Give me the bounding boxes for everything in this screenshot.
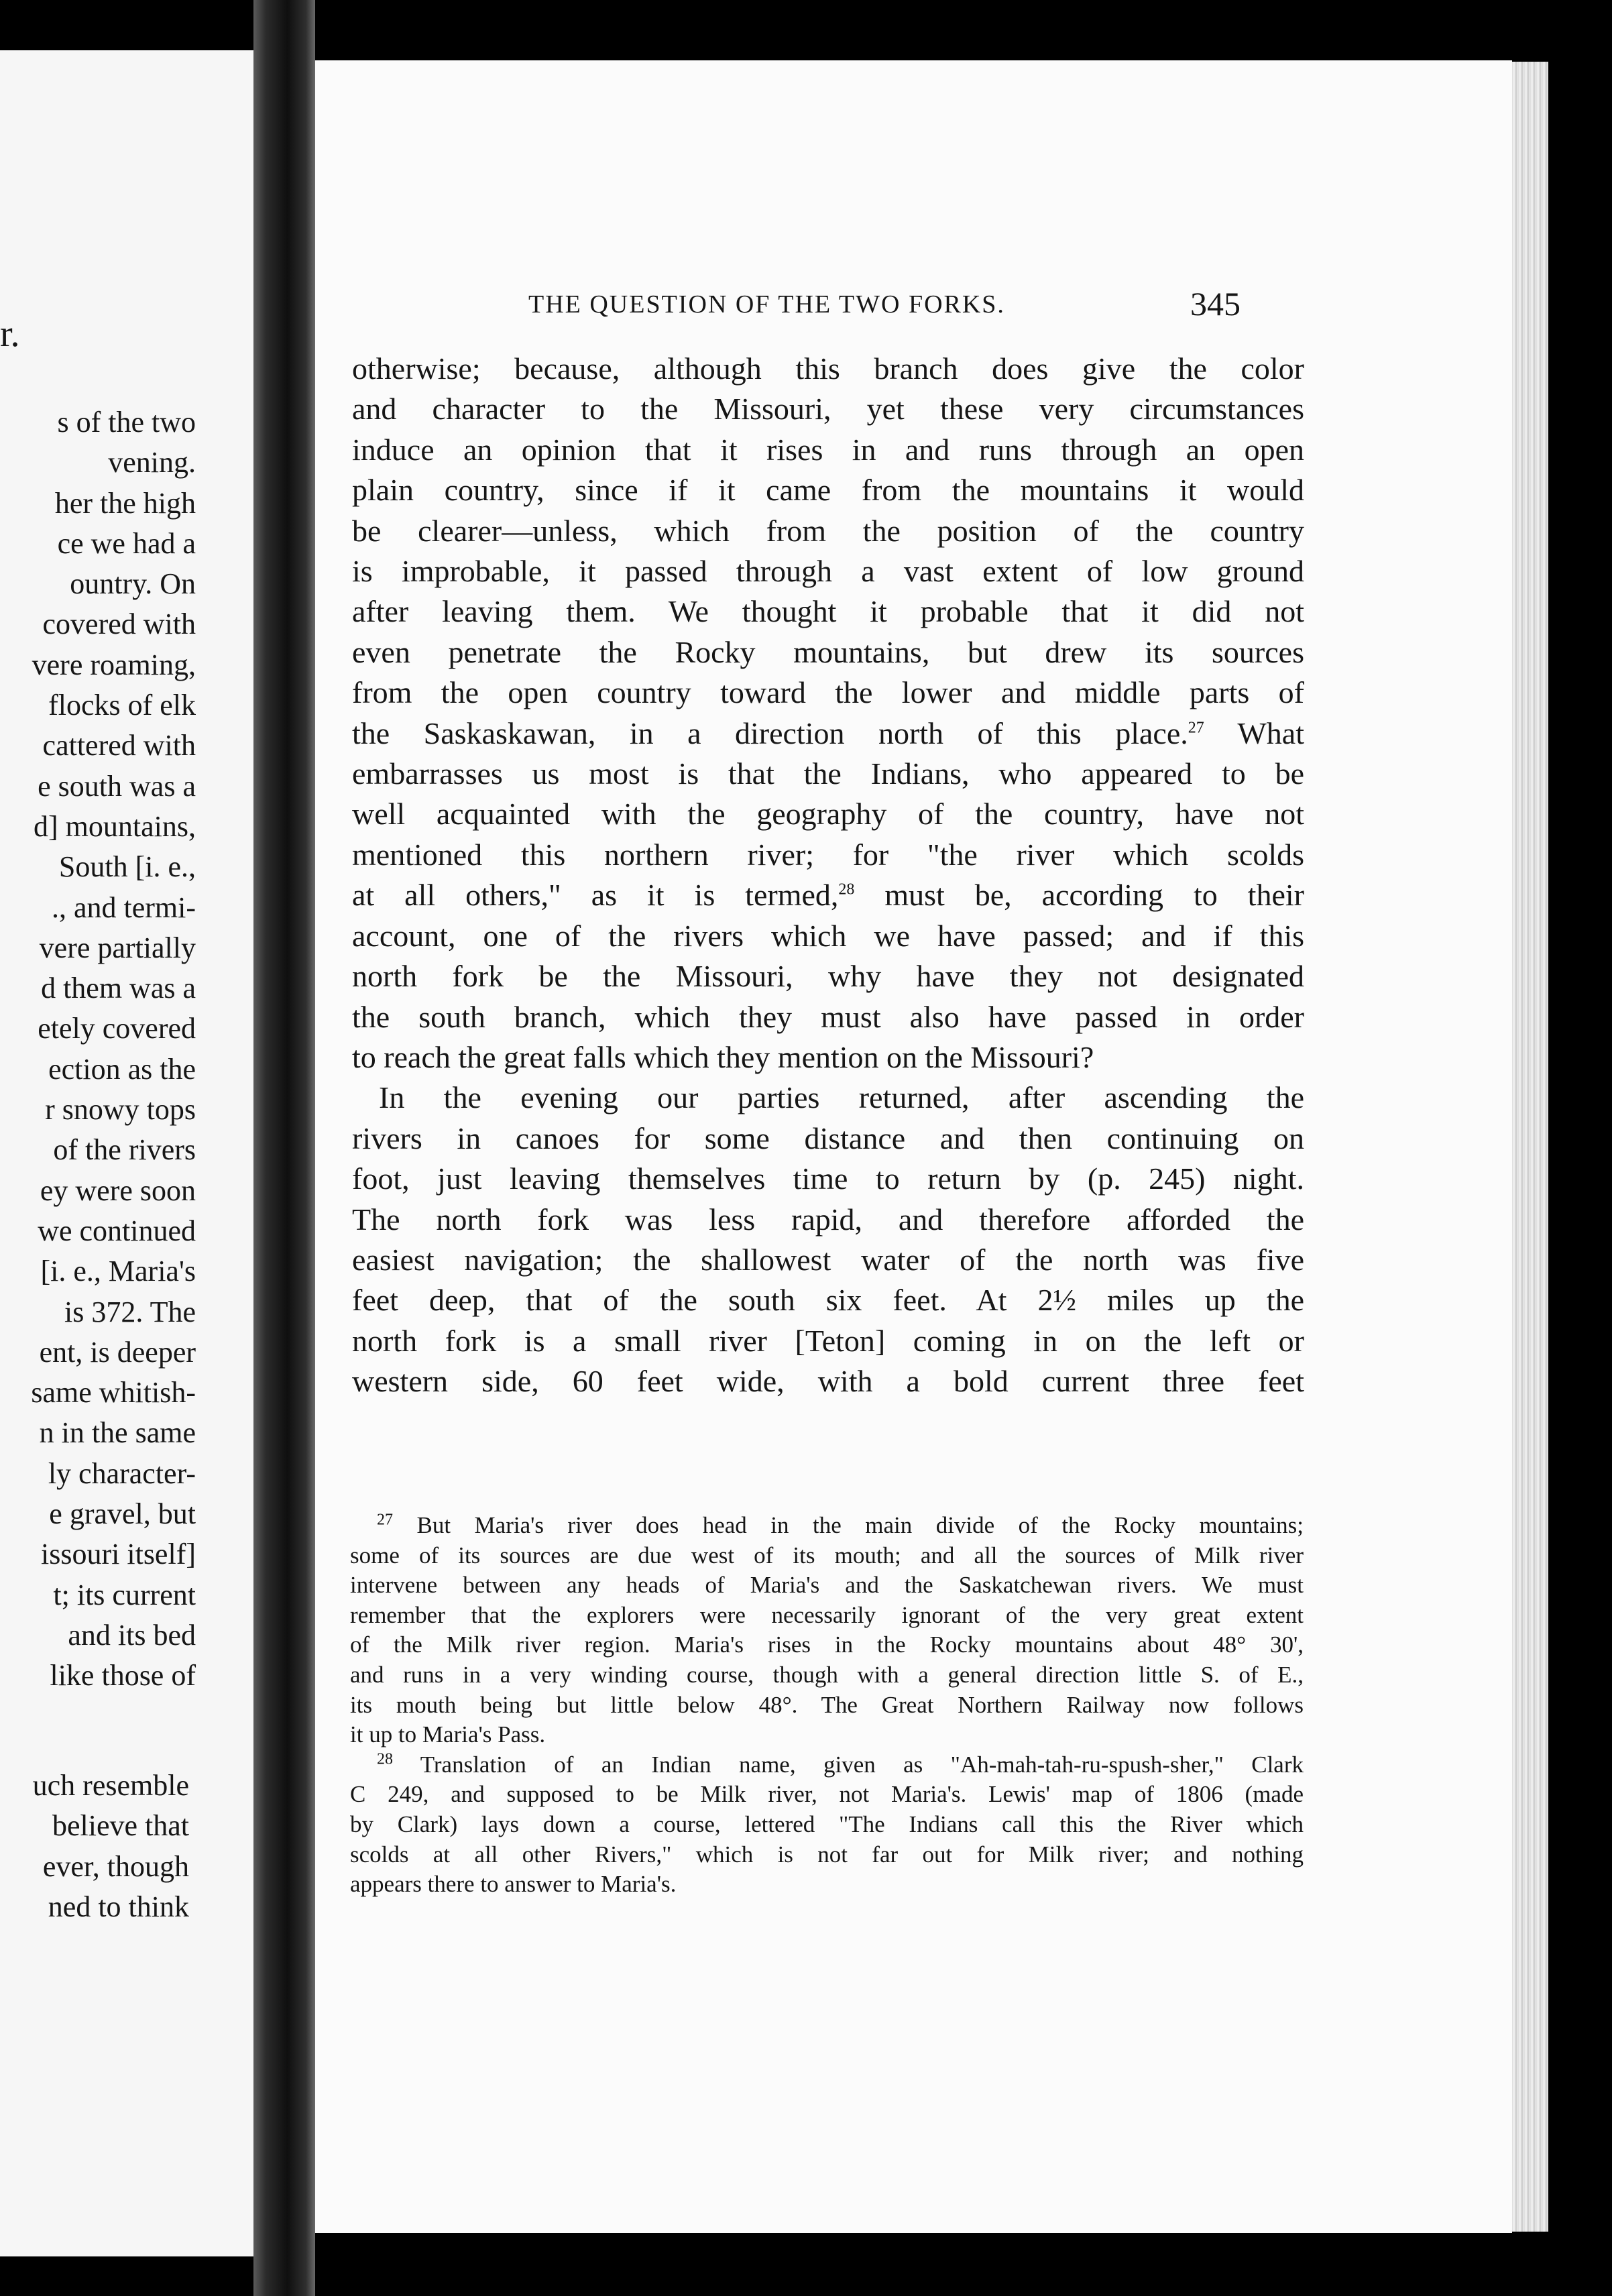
- left-line: covered with: [42, 608, 196, 641]
- left-line: d] mountains,: [34, 809, 196, 843]
- left-page-text-lower: [0, 1766, 189, 1927]
- footnote-reference[interactable]: 28: [838, 880, 855, 899]
- footnote-marker: 28: [377, 1750, 393, 1768]
- footnote-line: its mouth being but little below 48°. The Great Northern Railway now follows: [350, 1691, 1304, 1718]
- left-line: etely covered: [38, 1012, 196, 1045]
- body-line: even penetrate the Rocky mountains, but drew its sources: [352, 634, 1304, 669]
- left-line: vening.: [108, 446, 196, 479]
- footnote-line: scolds at all other Rivers," which is not far out for Milk river; and nothing: [350, 1841, 1304, 1868]
- body-line-text: What: [1204, 715, 1304, 750]
- left-line: ection as the: [48, 1052, 196, 1086]
- left-line: her the high: [54, 486, 196, 520]
- body-line: from the open country toward the lower and middle parts of: [352, 675, 1304, 710]
- page-stack-edge: [1512, 62, 1548, 2232]
- footnote-line: it up to Maria's Pass.: [350, 1721, 546, 1748]
- footnote-line: some of its sources are due west of its mouth; and all the sources of Milk river: [350, 1542, 1304, 1568]
- left-line: t; its current: [53, 1578, 196, 1611]
- page-header: [315, 285, 1512, 337]
- body-line: otherwise; because, although this branch does give the color: [352, 351, 1304, 386]
- body-line: account, one of the rivers which we have passed; and if this: [352, 918, 1304, 953]
- left-line: [i. e., Maria's: [40, 1255, 196, 1288]
- left-line: flocks of elk: [48, 689, 196, 722]
- body-line: foot, just leaving themselves time to return by (p. 245) night.: [352, 1161, 1304, 1196]
- body-line: and character to the Missouri, yet these very circumstances: [352, 392, 1304, 426]
- left-line: ountry. On: [70, 567, 196, 601]
- running-head: THE QUESTION OF THE TWO FORKS.: [528, 290, 1005, 319]
- footnote-line: C 249, and supposed to be Milk river, not Maria's. Lewis' map of 1806 (made: [350, 1781, 1304, 1808]
- page-number: 345: [1190, 285, 1241, 323]
- left-line: ned to think: [48, 1890, 189, 1923]
- body-line: induce an opinion that it rises in and runs through an open: [352, 432, 1304, 467]
- left-line: and its bed: [68, 1618, 196, 1652]
- left-line: ent, is deeper: [39, 1335, 196, 1369]
- body-line-text: must be, according to their: [854, 878, 1304, 913]
- left-line: believe that: [52, 1809, 189, 1843]
- left-line: cattered with: [42, 729, 196, 762]
- left-line: South [i. e.,: [58, 850, 196, 884]
- body-line: [352, 875, 1304, 915]
- left-line: n in the same: [39, 1416, 196, 1450]
- previous-page-fragment: [0, 50, 253, 2256]
- left-line: ey were soon: [40, 1173, 196, 1207]
- book-gutter: [253, 0, 315, 2296]
- body-line: north fork be the Missouri, why have they not designated: [352, 959, 1304, 994]
- left-line: vere partially: [39, 931, 196, 964]
- left-line: ly character-: [48, 1456, 196, 1490]
- footnote-text: Translation of an Indian name, given as "Ah-mah-tah-ru-spush-sher," Clark: [393, 1751, 1304, 1778]
- left-line: s of the two: [57, 406, 196, 439]
- body-line-text: at all others," as it is termed,: [352, 878, 839, 913]
- body-line: be clearer—unless, which from the position of the country: [352, 513, 1304, 548]
- body-line: after leaving them. We thought it probable that it did not: [352, 594, 1304, 629]
- left-page-text: [0, 402, 196, 1697]
- left-line: is 372. The: [64, 1295, 196, 1328]
- left-line: of the rivers: [53, 1133, 196, 1167]
- body-line: [352, 713, 1304, 754]
- body-line: easiest navigation; the shallowest water of the north was five: [352, 1242, 1304, 1277]
- footnote-line: by Clark) lays down a course, lettered "The Indians call this the River which: [350, 1811, 1304, 1837]
- body-line: rivers in canoes for some distance and then continuing on: [352, 1121, 1304, 1155]
- left-line: ce we had a: [57, 526, 196, 560]
- current-page: [315, 60, 1512, 2233]
- left-line: e gravel, but: [49, 1497, 196, 1531]
- body-line: western side, 60 feet wide, with a bold current three feet: [352, 1364, 1304, 1399]
- footnotes: [350, 1511, 1304, 1900]
- body-line: north fork is a small river [Teton] coming in on the left or: [352, 1323, 1304, 1358]
- body-line: feet deep, that of the south six feet. At 2½ miles up the: [352, 1283, 1304, 1318]
- body-line-text: the Saskaskawan, in a direction north of this place.: [352, 715, 1188, 750]
- footnote-line: of the Milk river region. Maria's rises in the Rocky mountains about 48° 30',: [350, 1631, 1304, 1658]
- left-line: r snowy tops: [45, 1093, 196, 1127]
- body-line: well acquainted with the geography of the country, have not: [352, 797, 1304, 831]
- footnote-line: and runs in a very winding course, though with a general direction little S. of E.,: [350, 1661, 1304, 1688]
- footnote-line: appears there to answer to Maria's.: [350, 1871, 677, 1898]
- footnote-line: remember that the explorers were necessarily ignorant of the very great extent: [350, 1601, 1304, 1628]
- left-line: ever, though: [42, 1849, 189, 1883]
- footnote-line: [350, 1750, 1304, 1780]
- body-line: The north fork was less rapid, and therefore afforded the: [352, 1202, 1304, 1237]
- footnote-text: But Maria's river does head in the main divide of the Rocky mountains;: [393, 1512, 1304, 1538]
- body-text: [352, 349, 1304, 1402]
- left-line: issouri itself]: [41, 1538, 196, 1571]
- left-line: like those of: [50, 1659, 196, 1692]
- left-line: vere roaming,: [32, 648, 196, 681]
- footnote-line: intervene between any heads of Maria's and the Saskatchewan rivers. We must: [350, 1572, 1304, 1599]
- footnote-line: [350, 1511, 1304, 1541]
- body-line: the south branch, which they must also have passed in order: [352, 999, 1304, 1034]
- left-line: we continued: [38, 1214, 196, 1247]
- body-line: embarrasses us most is that the Indians, who appeared to be: [352, 756, 1304, 791]
- left-line: same whitish-: [31, 1376, 196, 1410]
- body-line: In the evening our parties returned, after ascending the: [379, 1080, 1304, 1115]
- body-line: is improbable, it passed through a vast extent of low ground: [352, 554, 1304, 589]
- left-line: d them was a: [41, 972, 196, 1005]
- left-line: e south was a: [38, 769, 196, 803]
- footnote-reference[interactable]: 27: [1188, 719, 1204, 737]
- left-page-stray-mark: r.: [0, 313, 20, 355]
- left-line: ., and termi-: [51, 891, 196, 924]
- footnote-marker: 27: [377, 1511, 393, 1529]
- body-line: plain country, since if it came from the mountains it would: [352, 473, 1304, 508]
- body-line: to reach the great falls which they mention on the Missouri?: [352, 1039, 1094, 1074]
- left-line: uch resemble: [32, 1769, 189, 1802]
- body-line: mentioned this northern river; for "the river which scolds: [352, 837, 1304, 872]
